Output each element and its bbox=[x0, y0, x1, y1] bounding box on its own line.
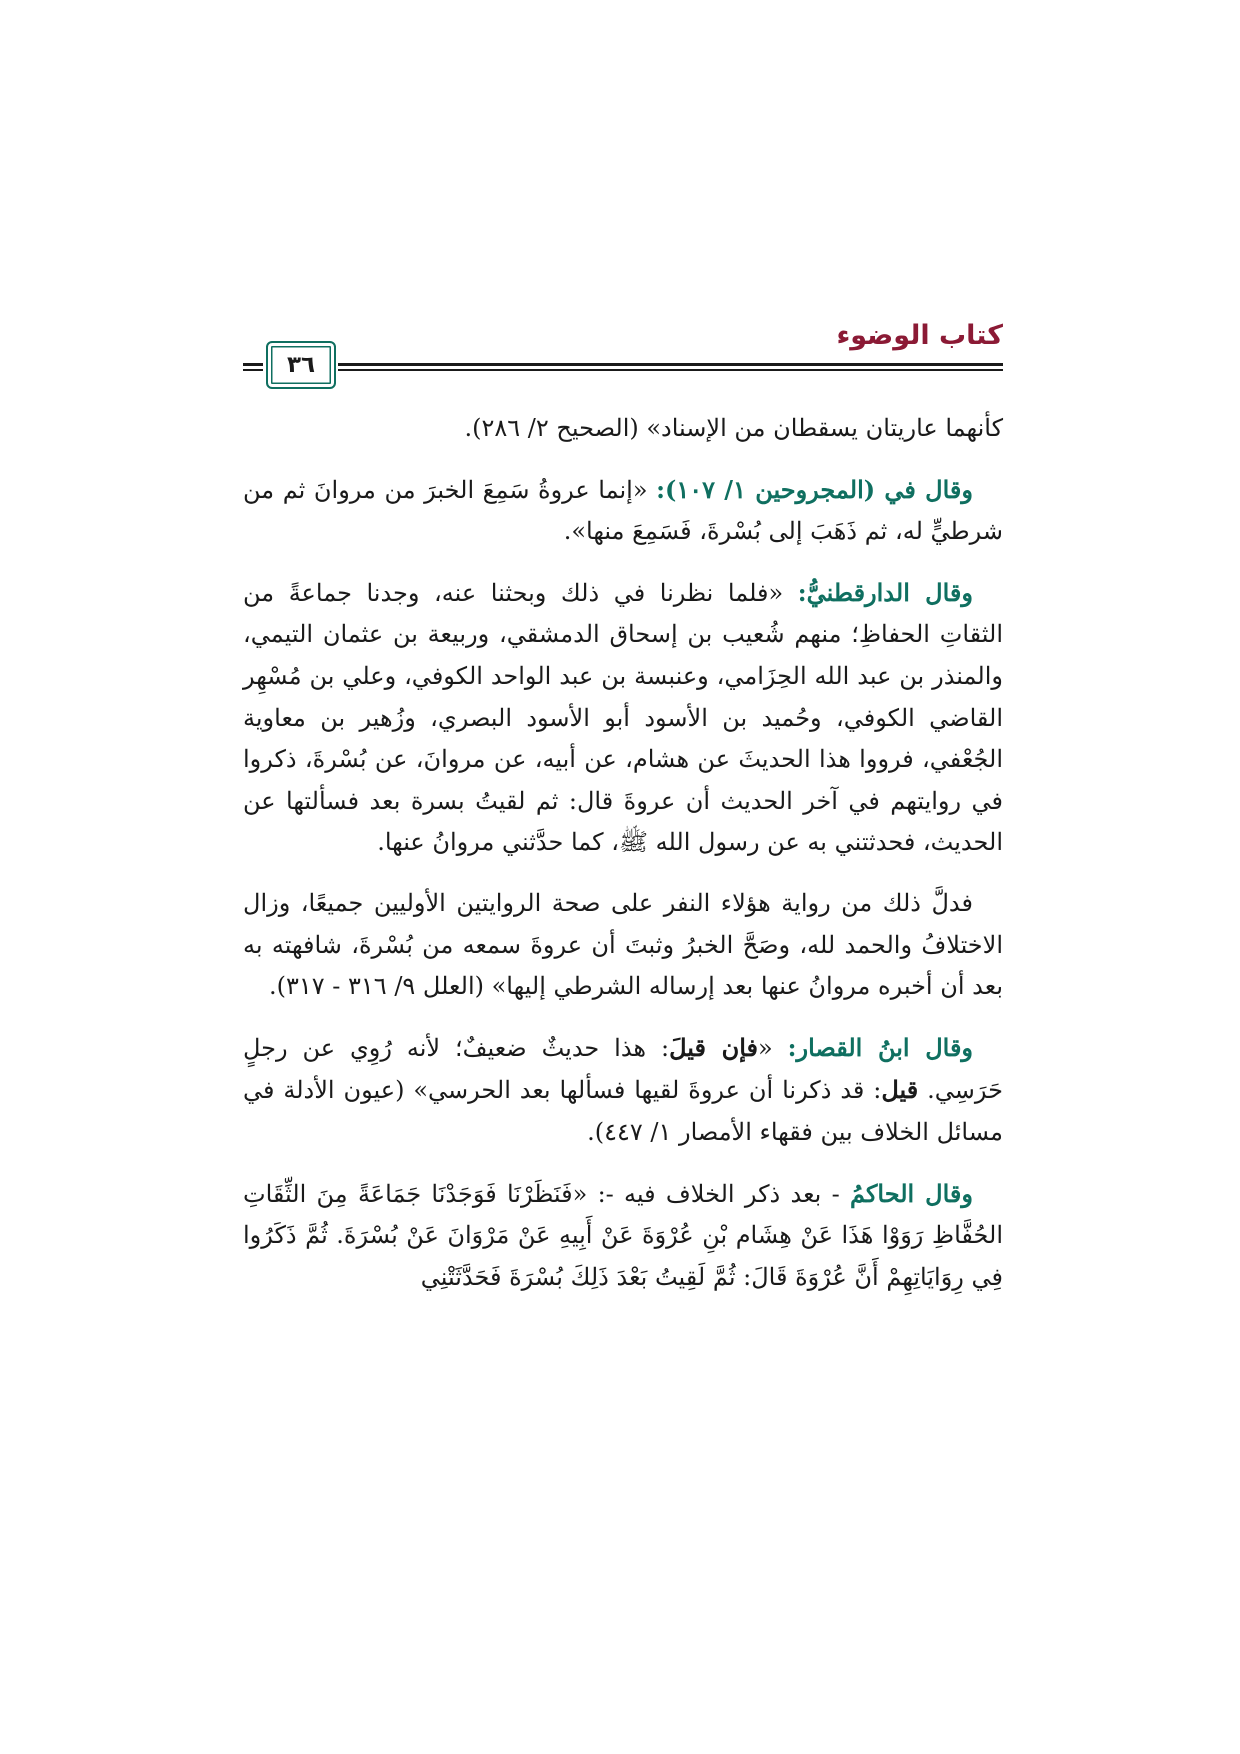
paragraph-6 bbox=[243, 1173, 1003, 1299]
header-rule-top bbox=[338, 363, 1003, 366]
paragraph-1 bbox=[243, 408, 1003, 450]
paragraph-text: «إنما عروةُ سَمِعَ الخبرَ من مروانَ ثم من شرطيٍّ له، ثم ذَهَبَ إلى بُسْرةَ، فَسَمِعَ منها». bbox=[243, 475, 1003, 546]
paragraph-text: - بعد ذكر الخلاف فيه -: «فَنَظَرْنَا فَوَجَدْنَا جَمَاعَةً مِنَ الثِّقَاتِ الحُفَّاظِ رَوَوْا هَذَا عَنْ هِشَام بْنِ عُرْوَةَ عَنْ أَبِيهِ عَنْ مَرْوَانَ عَنْ بُسْرَةَ. ثُمَّ ذَكَرُوا فِي رِوَايَاتِهِمْ أَنَّ عُرْوَةَ قَالَ: ثُمَّ لَقِيتُ بَعْدَ ذَلِكَ بُسْرَةَ فَحَدَّثَتْنِي bbox=[243, 1179, 1003, 1291]
paragraph-text: : قد ذكرنا أن عروةَ لقيها فسألها بعد الحرسي» (عيون الأدلة في مسائل الخلاف بين فقهاء الأمصار ١/ ٤٤٧). bbox=[243, 1076, 1003, 1146]
paragraph-5 bbox=[243, 1027, 1003, 1154]
page-number: ٣٦ bbox=[286, 352, 316, 378]
paragraph-text: فدلَّ ذلك من رواية هؤلاء النفر على صحة الروايتين الأوليين جميعًا، وزال الاختلافُ والحمد لله، وصَحَّ الخبرُ وثبتَ أن عروةَ سمعه من بُسْرةَ، شافهته به بعد أن أخبره مروانُ عنها بعد إرساله الشرطي إليها» (العلل ٩/ ٣١٦ - ٣١٧). bbox=[243, 888, 1003, 1001]
page-body bbox=[243, 408, 1003, 1317]
header-rule-bottom bbox=[338, 369, 1003, 371]
paragraph-4 bbox=[243, 883, 1003, 1008]
page-header bbox=[243, 300, 1003, 396]
paragraph-3 bbox=[243, 572, 1003, 864]
citation-lead: وقال الحاكمُ bbox=[850, 1178, 973, 1208]
bold-term: قيل bbox=[881, 1075, 919, 1105]
citation-lead: وقال في (المجروحين ١/ ١٠٧): bbox=[656, 474, 973, 504]
paragraph-text: «فلما نظرنا في ذلك وبحثنا عنه، وجدنا جماعةً من الثقاتِ الحفاظِ؛ منهم شُعيب بن إسحاق الدمشقي، وربيعة بن عثمان التيمي، والمنذر بن عبد الله الحِزَامي، وعنبسة بن عبد الواحد الكوفي، وعلي بن مُسْهِر القاضي الكوفي، وحُميد بن الأسود أبو الأسود البصري، وزُهير بن معاوية الجُعْفي، فرووا هذا الحديثَ عن هشام، عن أبيه، عن مروانَ، عن بُسْرةَ، ذكروا في روايتهم في آخر الحديث أن عروةَ قال: ثم لقيتُ بسرة بعد فسألتها عن الحديث، فحدثتني به عن رسول الله ﷺ، كما حدَّثني مروانُ عنها. bbox=[243, 578, 1003, 857]
paragraph-text: : هذا حديثٌ ضعيفٌ؛ لأنه رُوِي عن رجلٍ حَرَسِي. bbox=[243, 1033, 1003, 1105]
bold-term: فإن قيلَ bbox=[669, 1032, 759, 1062]
paragraph-text: « bbox=[758, 1033, 788, 1062]
page-number-badge bbox=[266, 341, 336, 389]
header-rule-left-top bbox=[243, 363, 263, 366]
citation-lead: وقال ابنُ القصار: bbox=[787, 1032, 974, 1062]
citation-lead: وقال الدارقطنيُّ: bbox=[797, 577, 973, 607]
paragraph-2 bbox=[243, 469, 1003, 553]
book-title: كتاب الوضوء bbox=[836, 320, 1003, 351]
header-rule-left-bottom bbox=[243, 369, 263, 371]
paragraph-text: كأنهما عاريتان يسقطان من الإسناد» (الصحيح ٢/ ٢٨٦). bbox=[464, 414, 1003, 442]
